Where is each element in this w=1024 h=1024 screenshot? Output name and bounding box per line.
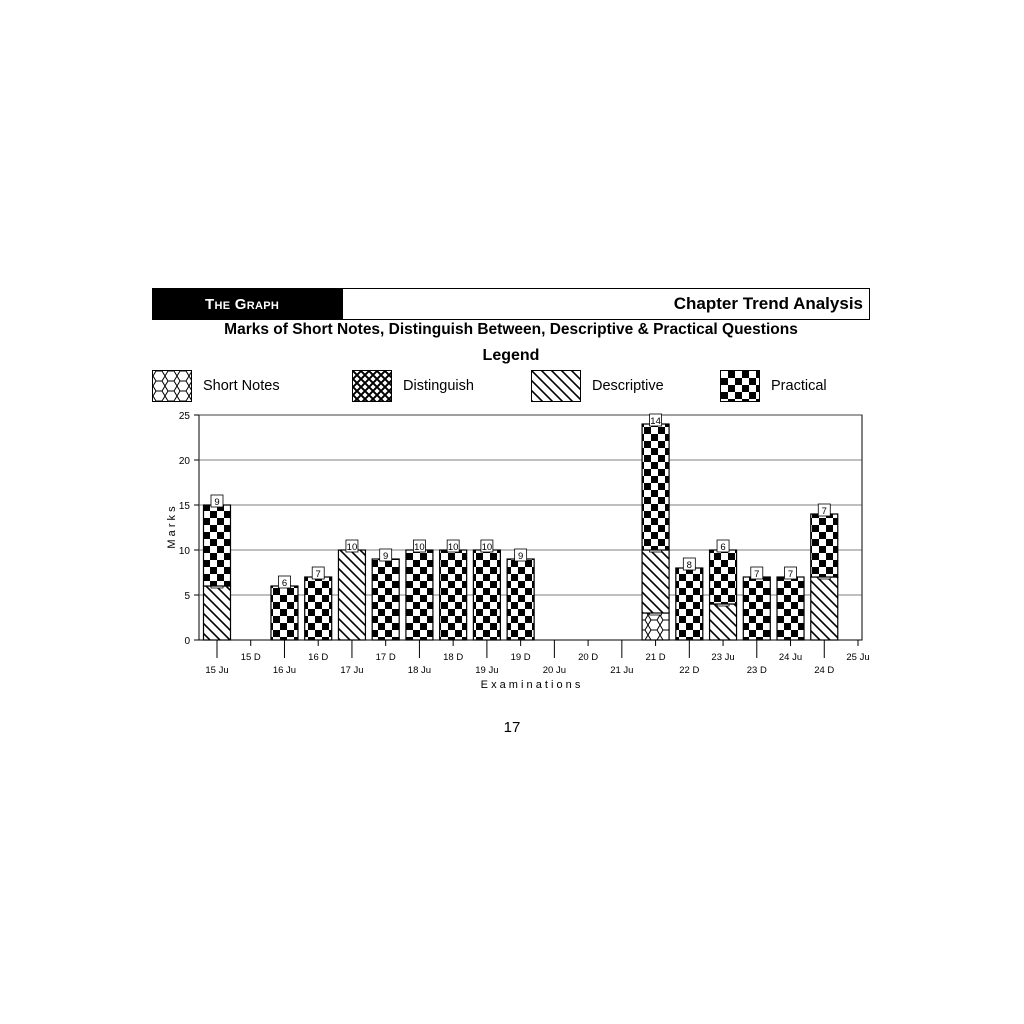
x-tick-label: 16 D [308, 652, 329, 663]
chapter-title: Chapter Trend Analysis [673, 294, 863, 313]
bar-segment [676, 568, 703, 640]
data-label: 7 [787, 569, 794, 580]
legend-label: Distinguish [403, 378, 474, 394]
bar-segment [473, 550, 500, 640]
x-tick-label: 15 D [240, 652, 261, 663]
bar-segment [642, 424, 669, 550]
x-tick-label: 21 D [645, 652, 666, 663]
bar-segment [406, 550, 433, 640]
data-label: 10 [447, 542, 459, 553]
y-tick-label: 10 [178, 546, 190, 557]
x-tick-label: 23 Ju [711, 652, 735, 663]
legend-title: Legend [482, 347, 540, 364]
legend-label: Descriptive [592, 378, 664, 394]
x-tick-label: 24 Ju [778, 652, 803, 663]
data-label: 6 [720, 542, 726, 553]
legend-label: Short Notes [203, 378, 280, 394]
data-label: 7 [754, 569, 760, 580]
section-label-text: The Graph [205, 295, 280, 313]
x-tick-label: 20 D [578, 652, 599, 663]
x-tick-label: 19 Ju [475, 665, 499, 676]
bar-segment [743, 577, 770, 640]
x-tick-label: 23 D [746, 665, 767, 676]
x-tick-label: 19 D [510, 652, 531, 663]
data-label: 9 [214, 497, 220, 508]
chart-subtitle: Marks of Short Notes, Distinguish Between, Descriptive & Practical Questions [224, 321, 798, 338]
bar-segment [710, 550, 737, 604]
x-tick-label: 15 Ju [205, 665, 229, 676]
plot-area [166, 411, 870, 691]
bar-segment [811, 577, 838, 640]
y-tick-label: 15 [178, 501, 190, 512]
x-tick-label: 18 D [443, 652, 464, 663]
bar-segment [204, 505, 231, 586]
data-label: 14 [650, 416, 661, 427]
x-tick-label: 16 Ju [272, 665, 297, 676]
bar-segment [642, 550, 669, 613]
page-number: 17 [503, 719, 521, 736]
data-label: 9 [517, 551, 524, 562]
data-label: 9 [383, 551, 389, 562]
bar-segment [204, 586, 231, 640]
x-tick-label: 17 Ju [340, 665, 364, 676]
data-label: 10 [481, 542, 493, 553]
data-label: 6 [281, 578, 288, 589]
data-label: 8 [686, 560, 692, 571]
x-tick-label: 25 Ju [846, 652, 870, 663]
bar-segment [777, 577, 804, 640]
bar-segment [372, 559, 399, 640]
x-tick-label: 18 Ju [407, 665, 432, 676]
bar-segment [811, 514, 838, 577]
x-tick-label: 17 D [375, 652, 396, 663]
x-tick-label: 20 Ju [542, 665, 566, 676]
x-tick-label: 22 D [679, 665, 700, 676]
y-tick-label: 25 [178, 411, 190, 422]
bar-segment [305, 577, 332, 640]
data-label: 7 [315, 569, 321, 580]
data-label: 10 [414, 542, 425, 553]
data-label: 7 [821, 506, 827, 517]
bar-segment [507, 559, 534, 640]
data-label: 10 [346, 542, 358, 553]
bar-segment [271, 586, 298, 640]
bar-segment [710, 604, 737, 640]
y-tick-label: 0 [184, 636, 190, 647]
x-axis-label: E x a m i n a t i o n s [480, 679, 581, 691]
y-tick-label: 20 [178, 456, 190, 467]
x-tick-label: 24 D [814, 665, 835, 676]
x-tick-label: 21 Ju [610, 665, 634, 676]
bar-segment [338, 550, 365, 640]
bar-segment [642, 613, 669, 640]
y-axis-label: M a r k s [166, 506, 178, 549]
y-tick-label: 5 [184, 591, 190, 602]
legend-label: Practical [771, 378, 827, 394]
bar-segment [440, 550, 467, 640]
